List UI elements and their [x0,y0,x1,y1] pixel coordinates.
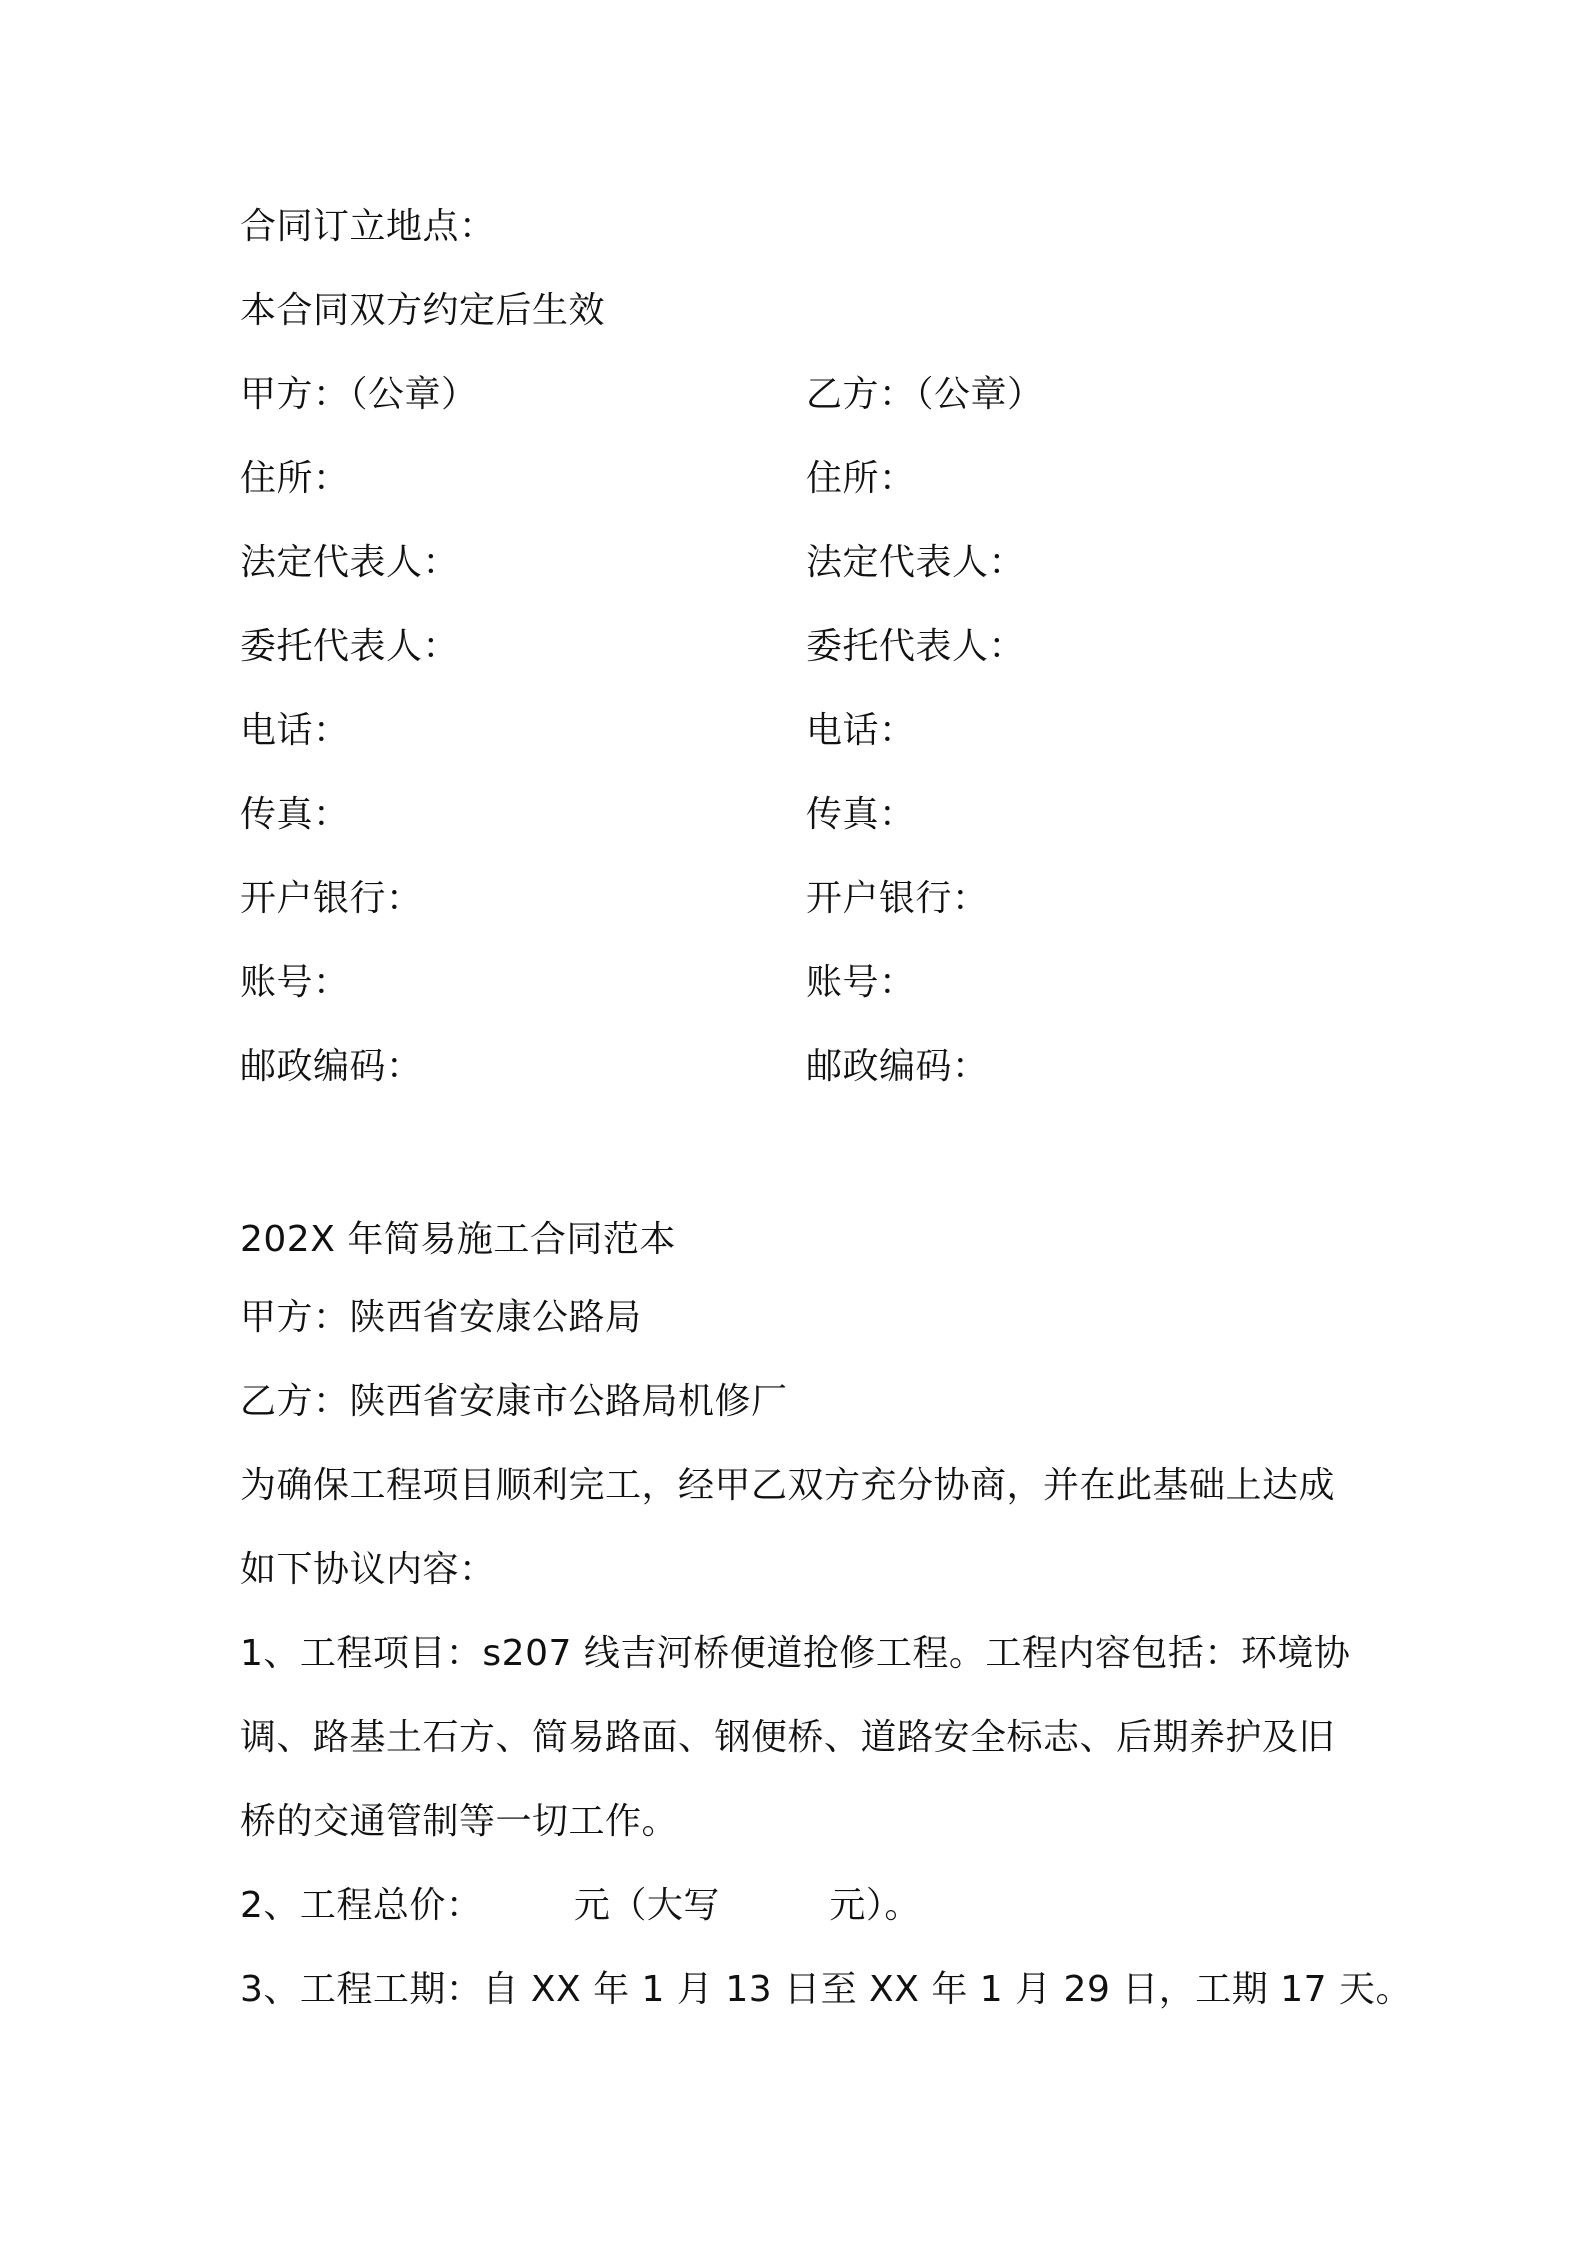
contract-place-label: 合同订立地点： [240,206,496,247]
party-a-agent-label: 委托代表人： [240,626,460,667]
item-2-total-price: 2、工程总价： 元（大写 元）。 [240,1885,921,1926]
item-1-line-1: 1、工程项目：s207 线吉河桥便道抢修工程。工程内容包括：环境协 [240,1633,1351,1674]
party-b-seal-label: 乙方：（公章） [806,374,1044,415]
party-b-legal-rep-label: 法定代表人： [806,542,1026,583]
item-1-line-2: 调、路基土石方、简易路面、钢便桥、道路安全标志、后期养护及旧 [240,1717,1336,1758]
party-a-account-label: 账号： [240,962,350,1003]
party-a-address-label: 住所： [240,458,350,499]
intro-paragraph-line-2: 如下协议内容： [240,1549,496,1590]
contract-party-a: 甲方：陕西省安康公路局 [240,1297,642,1338]
intro-paragraph-line-1: 为确保工程项目顺利完工，经甲乙双方充分协商，并在此基础上达成 [240,1465,1336,1506]
party-a-bank-label: 开户银行： [240,878,423,919]
party-b-bank-label: 开户银行： [806,878,989,919]
party-b-agent-label: 委托代表人： [806,626,1026,667]
contract-title: 202X 年简易施工合同范本 [240,1219,676,1260]
item-3-schedule: 3、工程工期：自 XX 年 1 月 13 日至 XX 年 1 月 29 日，工期 17 天。 [240,1969,1412,2010]
party-b-address-label: 住所： [806,458,916,499]
party-a-legal-rep-label: 法定代表人： [240,542,460,583]
party-a-seal-label: 甲方：（公章） [240,374,478,415]
party-b-phone-label: 电话： [806,710,916,751]
item-1-line-3: 桥的交通管制等一切工作。 [240,1801,679,1842]
contract-party-b: 乙方：陕西省安康市公路局机修厂 [240,1381,788,1422]
effective-clause: 本合同双方约定后生效 [240,290,606,331]
party-b-account-label: 账号： [806,962,916,1003]
party-a-fax-label: 传真： [240,794,350,835]
party-a-postcode-label: 邮政编码： [240,1046,423,1087]
party-b-postcode-label: 邮政编码： [806,1046,989,1087]
party-a-phone-label: 电话： [240,710,350,751]
party-b-fax-label: 传真： [806,794,916,835]
